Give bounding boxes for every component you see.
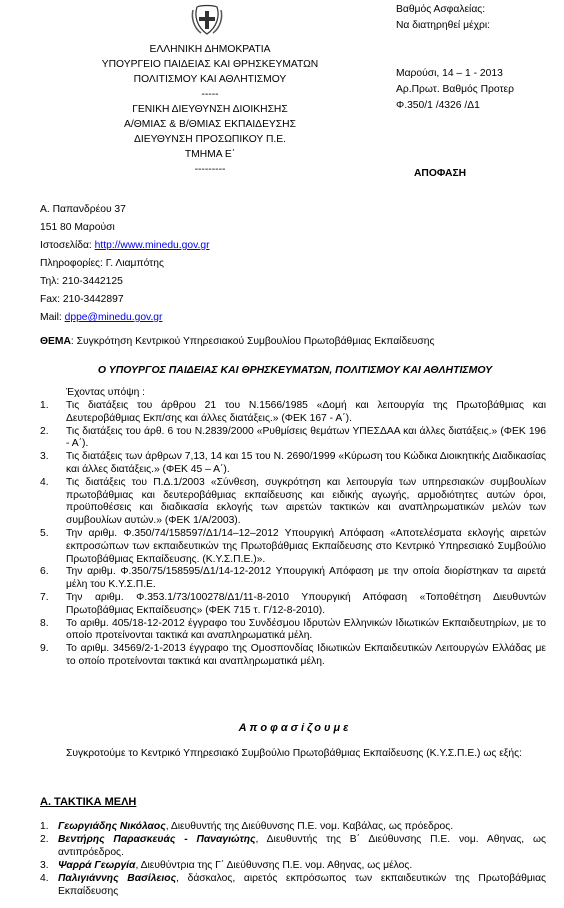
protocol-priority: Αρ.Πρωτ. Βαθμός Προτερ xyxy=(396,84,514,95)
dept-personnel: ΔΙΕΥΘΥΝΣΗ ΠΡΟΣΩΠΙΚΟΥ Π.Ε. xyxy=(133,134,286,145)
address-street: Α. Παπανδρέου 37 xyxy=(40,204,126,215)
keep-until-label: Να διατηρηθεί μέχρι: xyxy=(396,20,490,31)
list-item xyxy=(40,451,546,477)
dept-section: ΤΜΗΜΑ Ε΄ xyxy=(184,149,236,160)
item-number: 3. xyxy=(40,860,49,871)
decide-heading: Αποφασίζουμε xyxy=(238,722,352,734)
list-item xyxy=(40,426,546,452)
decision-title: ΑΠΟΦΑΣΗ xyxy=(414,168,467,179)
item-number: 8. xyxy=(40,617,49,629)
item-text: Τις διατάξεις του άρθρου 21 του Ν.1566/1985 «Δομή και λειτουργία της Πρωτοβάθμιας και Δευτεροβάθμιας Εκπ/σης και άλλες διατάξεις.» (ΦΕΚ 167 - Α΄). xyxy=(66,400,546,424)
item-text: Τις διατάξεις του άρθ. 6 του Ν.2839/2000 «Ρυθμίσεις θεμάτων ΥΠΕΣΔΑΑ και άλλες διατάξεις.» (ΦΕΚ 196 - Α΄). xyxy=(66,425,546,450)
website-link[interactable]: http://www.minedu.gov.gr xyxy=(94,240,210,251)
member-role: , Διευθυντής της Διεύθυνσης Π.Ε. νομ. Καβάλας, ως πρόεδρος. xyxy=(165,821,454,832)
ministry-line2: ΠΟΛΙΤΙΣΜΟΥ ΚΑΙ ΑΘΛΗΤΙΣΜΟΥ xyxy=(133,74,287,85)
website-line xyxy=(40,237,210,255)
member-role: , Διευθυντής της Β΄ Διεύθυνσης Π.Ε. νομ. Αθηνας, ως αντιπρόεδρος. xyxy=(58,834,546,858)
mail-link[interactable]: dppe@minedu.gov.gr xyxy=(64,312,163,323)
dept-education: Α/ΘΜΙΑΣ & Β/ΘΜΙΑΣ ΕΚΠΑΙΔΕΥΣΗΣ xyxy=(124,119,296,130)
member-name: Γεωργιάδης Νικόλαος xyxy=(58,821,166,832)
member-name: Παλιγιάννης Βασίλειος xyxy=(58,873,177,884)
item-number: 7. xyxy=(40,591,49,603)
subject-text: : Συγκρότηση Κεντρικού Υπηρεσιακού Συμβουλίου Πρωτοβάθμιας Εκπαίδευσης xyxy=(70,336,435,347)
republic-title: ΕΛΛΗΝΙΚΗ ΔΗΜΟΚΡΑΤΙΑ xyxy=(149,44,271,55)
item-text: Την αριθμ. Φ.350/74/158597/Δ1/14–12–2012 Υπουργική Απόφαση «Αποτελέσματα εκλογής αιρετών εκπροσώπων των εκπαιδευτικών της Πρωτοβάθμιας Εκπαίδευσης στο Κεντρικό Υπηρεσιακό Συμβούλιο Πρωτοβάθμιας Εκπαίδευσης. (Κ.Υ.Σ.Π.Ε.)». xyxy=(66,527,546,565)
list-item xyxy=(40,566,546,592)
item-number: 4. xyxy=(40,476,49,488)
address-postal: 151 80 Μαρούσι xyxy=(40,222,115,233)
member-role: , δάσκαλος, αιρετός εκπρόσωπος των εκπαιδευτικών της Πρωτοβάθμιας Εκπαίδευσης xyxy=(58,873,546,897)
item-number: 4. xyxy=(40,873,49,884)
item-text: Την αριθμ. Φ.353.1/73/100278/Δ1/11-8-2010 Υπουργική Απόφαση «Τοποθέτηση Διευθυντών Πρωτοβάθμιας Εκπαίδευσης» (ΦΕΚ 715 τ. Γ/12-8-2010). xyxy=(66,591,546,616)
item-number: 9. xyxy=(40,643,49,655)
ministry-line1: ΥΠΟΥΡΓΕΙΟ ΠΑΙΔΕΙΑΣ ΚΑΙ ΘΡΗΣΚΕΥΜΑΤΩΝ xyxy=(101,59,319,70)
item-text: Το αριθμ. 405/18-12-2012 έγγραφο του Συνδέσμου Ιδρυτών Ελληνικών Ιδιωτικών Εκπαιδευτηρίων, με το οποίο προτείνονται τακτικά και αναπληρωματικά μέλη. xyxy=(66,617,546,642)
list-item xyxy=(40,528,546,566)
considerations-list xyxy=(40,400,546,669)
mail-line xyxy=(40,309,210,327)
item-text: Το αριθμ. 34569/2-1-2013 έγγραφο της Ομοσπονδίας Ιδιωτικών Εκπαιδευτικών Λειτουργών Ελλάδας με το οποίο προτείνονται τακτικά και αναπληρωματικά μέλη. xyxy=(66,643,546,667)
place-date: Μαρούσι, 14 – 1 - 2013 xyxy=(396,68,503,79)
member-name: Ψαρρά Γεωργία xyxy=(58,860,136,871)
item-number: 5. xyxy=(40,527,49,539)
item-number: 2. xyxy=(40,834,49,845)
separator: ----- xyxy=(201,89,219,100)
item-number: 1. xyxy=(40,400,49,411)
member-role: , Διευθύντρια της Γ΄ Διεύθυνσης Π.Ε. νομ. Αθηνας, ως μέλος. xyxy=(135,860,413,871)
item-text: Τις διατάξεις των άρθρων 7,13, 14 και 15 του Ν. 2690/1999 «Κύρωση του Κώδικα Διοικητικής Διαδικασίας και άλλες διατάξεις.» (ΦΕΚ 45 – Α΄). xyxy=(66,451,546,475)
constitute-paragraph: Συγκροτούμε το Κεντρικό Υπηρεσιακό Συμβούλιο Πρωτοβάθμιας Εκπαίδευσης (Κ.Υ.Σ.Π.Ε.) ως εξής: xyxy=(66,748,522,759)
members-list xyxy=(40,820,546,898)
item-number: 2. xyxy=(40,425,49,437)
item-number: 3. xyxy=(40,451,49,463)
address-block xyxy=(40,201,210,327)
member-item xyxy=(40,872,546,898)
subject-line xyxy=(40,336,550,347)
regular-members-heading: Α. ΤΑΚΤΙΚΑ ΜΕΛΗ xyxy=(40,796,137,808)
info-line: Πληροφορίες: Γ. Λιαμπότης xyxy=(40,258,164,269)
list-item xyxy=(40,400,546,426)
list-item xyxy=(40,618,546,644)
security-label: Βαθμός Ασφαλείας: xyxy=(396,4,486,15)
having-regard: Έχοντας υπόψη : xyxy=(66,387,146,398)
protocol-number: Φ.350/1 /4326 /Δ1 xyxy=(396,100,480,111)
item-text: Την αριθμ. Φ.350/75/158595/Δ1/14-12-2012 Υπουργική Απόφαση με την οποία διορίστηκαν τα αιρετά μέλη του Κ.Υ.Σ.Π.Ε. xyxy=(66,566,546,591)
item-number: 6. xyxy=(40,566,49,578)
member-item xyxy=(40,859,546,872)
dept-general: ΓΕΝΙΚΗ ΔΙΕΥΘΥΝΣΗ ΔΙΟΙΚΗΣΗΣ xyxy=(132,104,288,115)
member-item xyxy=(40,833,546,859)
list-item xyxy=(40,643,546,669)
phone-line: Τηλ: 210-3442125 xyxy=(40,276,123,287)
list-item xyxy=(40,592,546,618)
subject-label: ΘΕΜΑ xyxy=(40,336,71,347)
item-number: 1. xyxy=(40,821,49,832)
separator: --------- xyxy=(194,164,226,175)
member-name: Βεντήρης Παρασκευάς - Παναγιώτης xyxy=(58,834,256,845)
minister-heading: Ο ΥΠΟΥΡΓΟΣ ΠΑΙΔΕΙΑΣ ΚΑΙ ΘΡΗΣΚΕΥΜΑΤΩΝ, ΠΟΛΙΤΙΣΜΟΥ ΚΑΙ ΑΘΛΗΤΙΣΜΟΥ xyxy=(97,364,493,376)
greek-coat-of-arms-logo xyxy=(189,2,225,38)
list-item xyxy=(40,477,546,528)
mail-label: Mail: xyxy=(40,312,65,323)
item-text: Τις διατάξεις του Π.Δ.1/2003 «Σύνθεση, συγκρότηση και λειτουργία των υπηρεσιακών συμβουλίων πρωτοβάθμιας και δευτεροβάθμιας εκπαίδευσης και ειδικής αγωγής, αρμοδιότητες αυτών όροι, προϋποθέσεις και διαδικασία εκλογής των αιρετών τακτικών και αναπληρωματικών μελών των συμβουλίων αυτών.» (ΦΕΚ 1/Α/2003). xyxy=(66,476,546,527)
header-block xyxy=(60,42,360,177)
fax-line: Fax: 210-3442897 xyxy=(40,294,124,305)
member-item xyxy=(40,820,546,833)
website-label: Ιστοσελίδα: xyxy=(40,240,95,251)
